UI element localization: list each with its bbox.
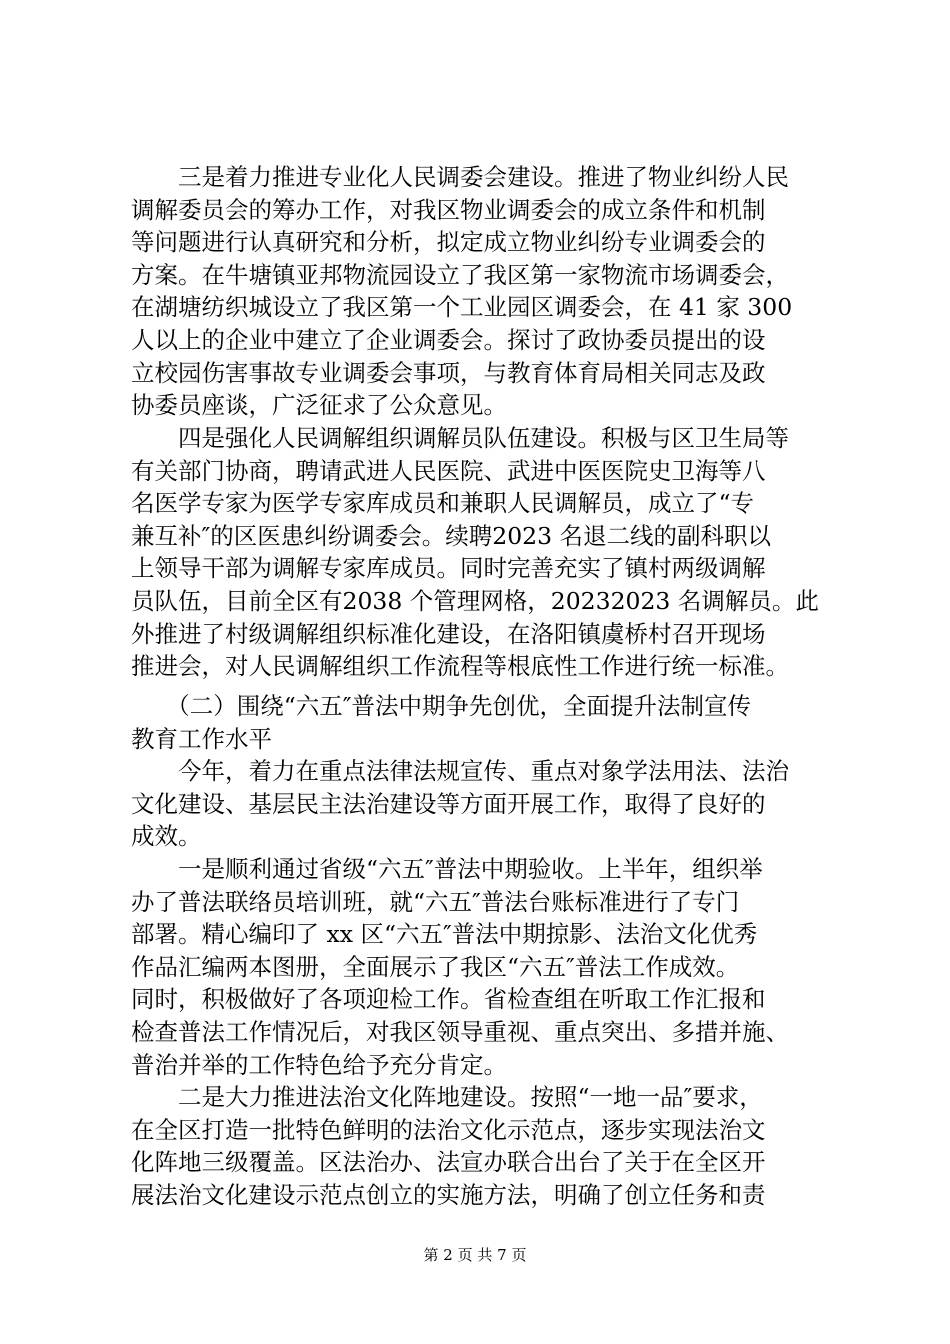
text-line: 员队伍，目前全区有2038 个管理网格，20232023 名调解员。此 bbox=[131, 586, 819, 615]
text-line: 调解委员会的筹办工作，对我区物业调委会的成立条件和机制 bbox=[131, 195, 766, 224]
text-line: （二）围绕“六五″普法中期争先创优，全面提升法制宣传 bbox=[131, 692, 752, 720]
text-line: 在湖塘纺织城设立了我区第一个工业园区调委会，在 41 家 300 bbox=[131, 293, 793, 322]
text-line: 四是强化人民调解组织调解员队伍建设。积极与区卫生局等 bbox=[131, 424, 789, 452]
text-line: 部署。精心编印了 xx 区“六五″普法中期掠影、法治文化优秀 bbox=[131, 920, 758, 949]
text-line: 在全区打造一批特色鲜明的法治文化示范点，逐步实现法治文 bbox=[131, 1115, 766, 1144]
text-line: 人以上的企业中建立了企业调委会。探讨了政协委员提出的设 bbox=[131, 325, 766, 354]
text-line: 一是顺利通过省级“六五″普法中期验收。上半年，组织举 bbox=[131, 855, 763, 883]
text-line: 同时，积极做好了各项迎检工作。省检查组在听取工作汇报和 bbox=[131, 985, 766, 1014]
paragraph-rule-of-law-culture bbox=[131, 1081, 831, 1211]
text-line: 二是大力推进法治文化阵地建设。按照“一地一品″要求， bbox=[131, 1083, 763, 1111]
text-line: 化阵地三级覆盖。区法治办、法宣办联合出台了关于在全区开 bbox=[131, 1148, 766, 1177]
text-line: 立校园伤害事故专业调委会事项，与教育体育局相关同志及政 bbox=[131, 358, 766, 387]
text-line: 今年，着力在重点法律法规宣传、重点对象学法用法、法治 bbox=[131, 757, 789, 785]
text-line: 等问题进行认真研究和分析，拟定成立物业纠纷专业调委会的 bbox=[131, 228, 766, 257]
text-line: 教育工作水平 bbox=[131, 724, 272, 753]
text-line: 有关部门协商，聘请武进人民医院、武进中医医院史卫海等八 bbox=[131, 456, 766, 485]
text-line: 方案。在牛塘镇亚邦物流园设立了我区第一家物流市场调委会， bbox=[131, 260, 789, 289]
text-line: 检查普法工作情况后，对我区领导重视、重点突出、多措并施、 bbox=[131, 1017, 789, 1046]
text-line: 展法治文化建设示范点创立的实施方法，明确了创立任务和责 bbox=[131, 1180, 766, 1209]
section-heading-legal-education bbox=[131, 690, 831, 755]
paragraph-mid-term-acceptance bbox=[131, 853, 831, 1081]
text-line: 普治并举的工作特色给予充分肯定。 bbox=[131, 1050, 507, 1079]
text-line: 名医学专家为医学专家库成员和兼职人民调解员，成立了“专 bbox=[131, 489, 755, 518]
text-line: 三是着力推进专业化人民调委会建设。推进了物业纠纷人民 bbox=[131, 163, 789, 191]
text-line: 成效。 bbox=[131, 822, 202, 851]
text-line: 推进会，对人民调解组织工作流程等根底性工作进行统一标准。 bbox=[131, 652, 789, 681]
text-line: 外推进了村级调解组织标准化建设，在洛阳镇虞桥村召开现场 bbox=[131, 619, 766, 648]
paragraph-mediator-team-building bbox=[131, 422, 831, 683]
text-line: 上领导干部为调解专家库成员。同时完善充实了镇村两级调解 bbox=[131, 554, 766, 583]
paragraph-professional-mediation-committees bbox=[131, 161, 831, 422]
paragraph-this-year-overview bbox=[131, 755, 831, 853]
text-line: 作品汇编两本图册，全面展示了我区“六五″普法工作成效。 bbox=[131, 952, 740, 981]
text-line: 文化建设、基层民主法治建设等方面开展工作，取得了良好的 bbox=[131, 789, 766, 818]
text-line: 协委员座谈，广泛征求了公众意见。 bbox=[131, 391, 507, 420]
page-footer: 第 2 页 共 7 页 bbox=[423, 1246, 527, 1264]
text-line: 兼互补″的区医患纠纷调委会。续聘2023 名退二线的副科职以 bbox=[131, 521, 772, 550]
text-line: 办了普法联络员培训班，就“六五″普法台账标准进行了专门 bbox=[131, 887, 740, 916]
